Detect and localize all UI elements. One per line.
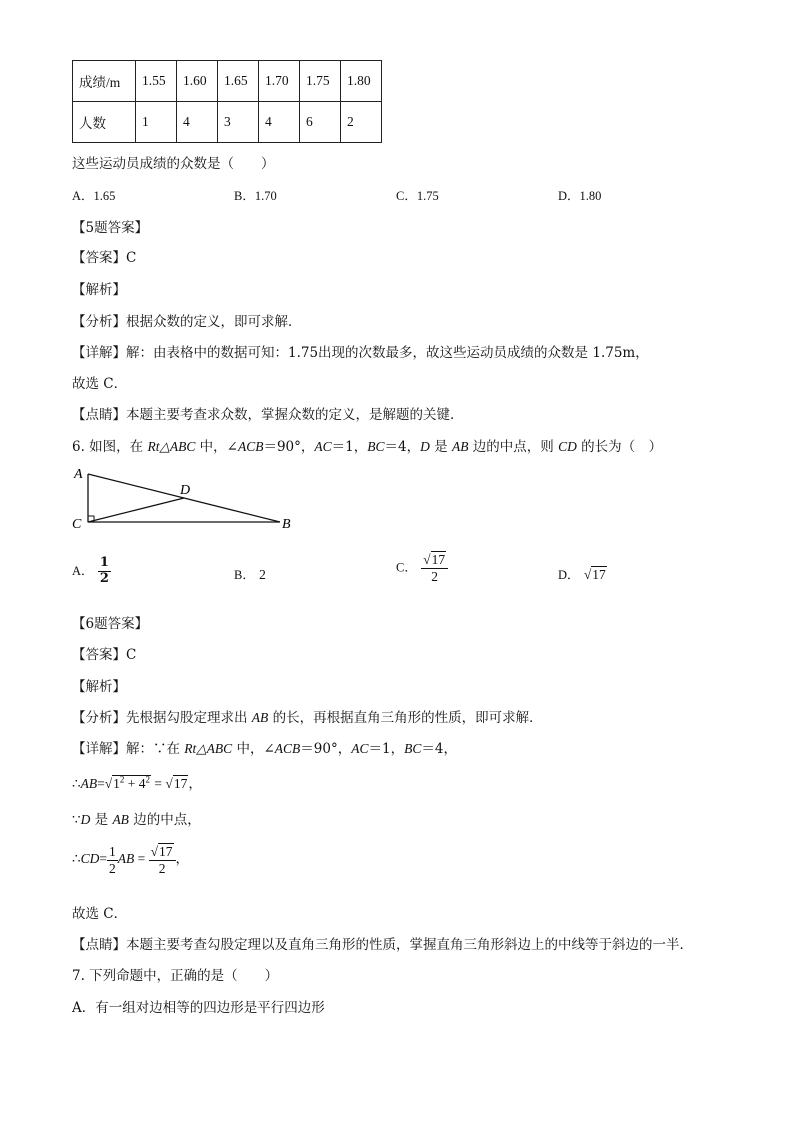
eq-var: AB [117,851,135,867]
table-cell: 6 [300,102,341,143]
q5-stem: 这些运动员成绩的众数是（ ） [72,156,275,172]
xiangjie-text: 解：∵在 [126,741,185,757]
stem-var: AC [314,439,332,454]
xiangjie-var: Rt△ABC [184,741,233,756]
line-text: 边的中点， [128,812,201,828]
eq-var: AB [80,776,98,791]
vertex-label-c: C [72,517,82,532]
xiangjie-text: ＝1， [368,741,405,757]
q5-option-a: A．1.65 [72,189,116,203]
dianjing-label: 【点睛】 [72,407,126,423]
q6-xiangjie [72,737,457,757]
option-letter: A． [72,563,94,578]
numerator: √17 [421,552,448,569]
eq-var: CD [80,851,100,867]
vertex-label-a: A [74,467,83,482]
table-cell: 1.75 [300,61,341,102]
fenxi-label: 【分析】 [72,710,126,726]
fraction [149,844,176,876]
option-letter: B． [234,568,255,582]
xiangjie-var: AC [351,741,369,756]
median-cd [88,498,184,522]
answer-label: 【答案】 [72,647,126,663]
eq-var: D [80,812,91,827]
radicand: 17 [173,776,188,791]
stem-var: Rt△ABC [147,439,196,454]
radicand: 17 [431,552,446,567]
q6-fenxi [72,706,543,726]
stem-text: 是 [429,439,452,455]
triangle-figure [66,460,306,536]
fenxi-text: 先根据勾股定理求出 [126,710,252,726]
table-cell: 4 [259,102,300,143]
fenxi-var: AB [251,710,269,725]
dianjing-text: 本题主要考查求众数，掌握众数的定义，是解题的关键． [126,407,464,423]
q5-xiangjie [72,341,649,361]
q6-choose: 故选 C． [72,906,128,922]
stem-var: ACB [237,439,264,454]
q6-option-a [72,556,111,587]
stem-var: CD [558,439,577,454]
q6-option-b [234,565,266,583]
q5-answer-header: 【5题答案】 [72,220,149,236]
table-cell: 1.65 [218,61,259,102]
term: + 4 [124,776,146,791]
table-cell: 4 [177,102,218,143]
stem-text: ＝4， [384,439,421,455]
q6-option-c [396,552,448,584]
line-d-midpoint [72,808,201,828]
radicand: 17 [592,567,606,582]
table-cell: 3 [218,102,259,143]
stem-text: 边的中点，则 [468,439,559,455]
radicand: 17 [159,844,173,859]
fenxi-text: 的长，再根据直角三角形的性质，即可求解． [268,710,543,726]
option-value: 2 [259,567,266,582]
q5-dianjing [72,403,464,423]
q5-choose: 故选 C． [72,376,128,392]
answer-value: C [126,250,137,266]
fenxi-label: 【分析】 [72,314,126,330]
fenxi-text: 根据众数的定义，即可求解． [126,314,302,330]
q5-option-d: D．1.80 [558,189,602,203]
xiangjie-text: 中，∠ [232,741,275,757]
eq-sign: = [134,851,149,867]
fraction [421,552,448,584]
xiangjie-text: 解：由表格中的数据可知：1.75出现的次数最多，故这些运动员成绩的众数是 1.75m， [126,345,649,361]
stem-text: 的长为（ ） [576,439,663,455]
fraction [98,556,111,587]
punctuation: ， [188,776,202,791]
eq-sign: = [99,851,107,867]
q5-answer-line [72,246,136,266]
stem-text: ＝1， [331,439,368,455]
numerator: 1 [108,844,116,859]
q5-option-c: C．1.75 [396,189,439,203]
equation-ab: $\therefore AB=√1^2 + 4^2 = √17$， [72,774,202,791]
denominator: 2 [108,860,116,876]
numerator: √17 [149,844,176,861]
stem-text: ＝90°， [263,439,315,455]
score-table [72,60,382,143]
table-row [73,61,382,102]
answer-value: C [126,647,137,663]
q6-option-d [558,565,607,583]
q6-answer-line [72,643,136,663]
denominator: 2 [99,570,109,586]
q7-option-a: A．有一组对边相等的四边形是平行四边形 [72,1000,325,1016]
xiangjie-label: 【详解】 [72,345,126,361]
table-cell: 1.60 [177,61,218,102]
sqrt-expression: √17 [583,567,606,582]
fraction [107,844,118,876]
dianjing-text: 本题主要考查勾股定理以及直角三角形的性质，掌握直角三角形斜边上的中线等于斜边的一半． [126,937,693,953]
table-cell: 1.70 [259,61,300,102]
therefore-symbol: ∴ [72,776,81,791]
stem-text: 中，∠ [195,439,238,455]
xiangjie-var: ACB [274,741,301,756]
option-letter: C． [396,560,417,575]
dianjing-label: 【点睛】 [72,937,126,953]
vertex-label-b: B [282,517,291,532]
q5-analysis-header: 【解析】 [72,282,126,298]
numerator: 1 [99,555,109,570]
term: 1 [113,776,120,791]
xiangjie-label: 【详解】 [72,741,126,757]
eq-sign: = [97,776,105,791]
xiangjie-text: ＝90°， [300,741,352,757]
table-cell: 人数 [73,102,136,143]
table-cell: 2 [341,102,382,143]
therefore-symbol: ∴ [72,851,81,867]
stem-var: D [420,439,430,454]
radicand: $1^2 + 4^2$ [113,774,151,791]
table-cell: 1 [136,102,177,143]
stem-var: AB [451,439,469,454]
denominator: 2 [158,860,166,876]
table-cell: 成绩/m [73,61,136,102]
q6-answer-header: 【6题答案】 [72,616,149,632]
q5-option-b: B．1.70 [234,189,277,203]
vertex-label-d: D [180,483,191,498]
answer-label: 【答案】 [72,250,126,266]
denominator: 2 [431,568,438,584]
q6-dianjing [72,933,693,953]
stem-var: BC [367,439,385,454]
q6-analysis-header: 【解析】 [72,679,126,695]
xiangjie-text: ＝4， [421,741,457,757]
line-text: 是 [90,812,113,828]
q5-fenxi [72,310,302,330]
eq-var: AB [112,812,129,827]
eq-sign: = [151,776,166,791]
q6-stem [72,435,662,455]
table-cell: 1.80 [341,61,382,102]
punctuation: ， [175,851,190,867]
q7-stem: 7. 下列命题中，正确的是（ ） [72,968,279,984]
because-symbol: ∵ [72,812,81,828]
table-row [73,102,382,143]
stem-text: 6. 如图，在 [72,439,148,455]
equation-cd [72,844,189,876]
xiangjie-var: BC [404,741,422,756]
table-cell: 1.55 [136,61,177,102]
option-letter: D． [558,568,580,582]
